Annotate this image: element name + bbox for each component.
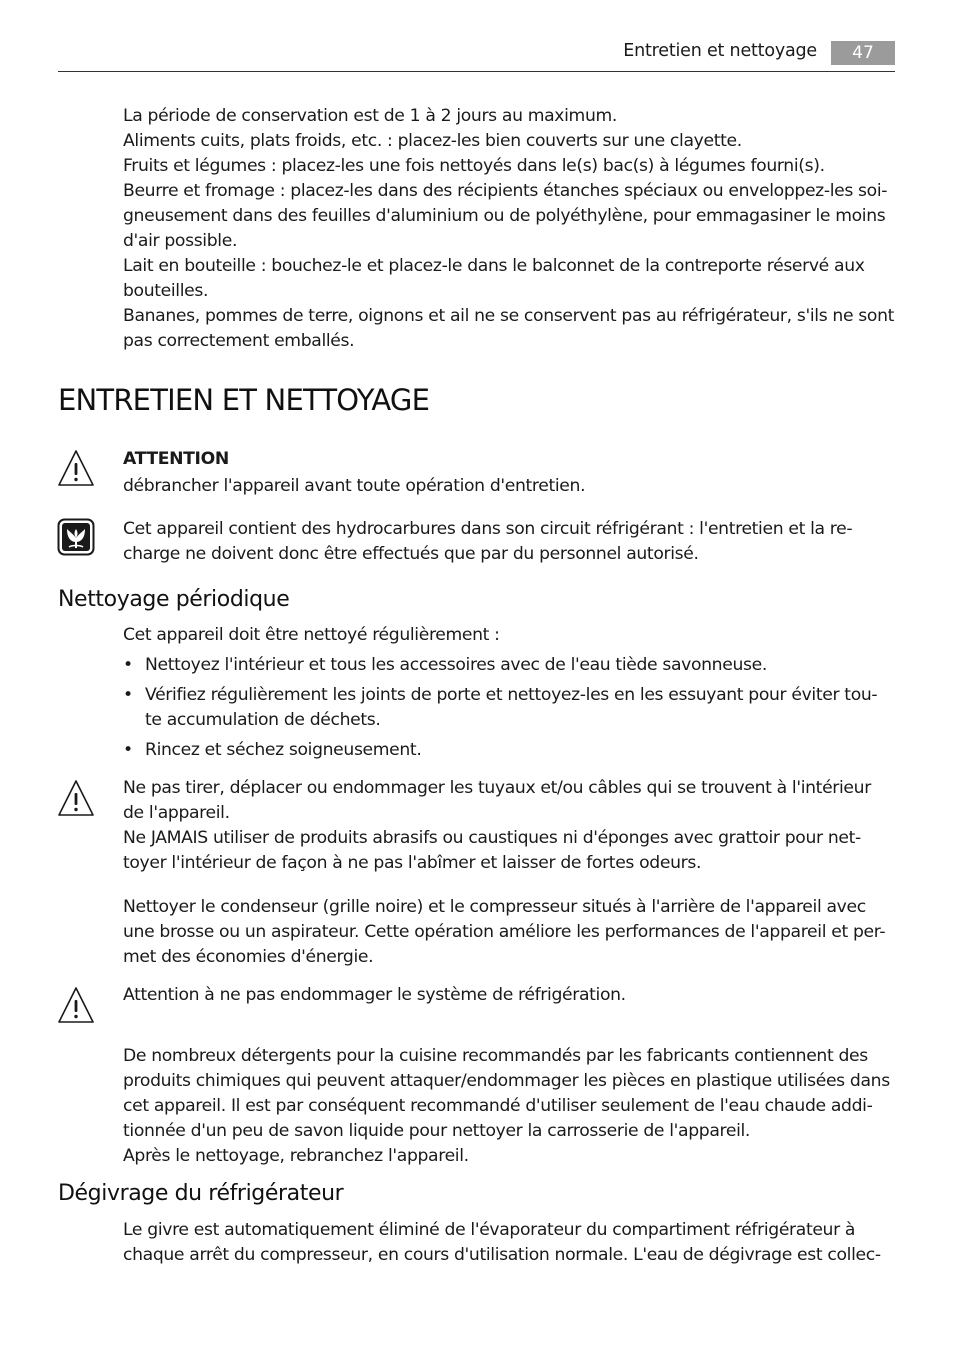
text-line: charge ne doivent donc être effectués que par du personnel autorisé. — [123, 544, 699, 564]
periodic-cleaning-body — [123, 623, 898, 768]
warning-text: débrancher l'appareil avant toute opération d'entretien. — [123, 476, 586, 496]
main-heading: ENTRETIEN ET NETTOYAGE — [58, 383, 430, 417]
text-line: Beurre et fromage : placez-les dans des récipients étanches spéciaux ou enveloppez-les soi- — [123, 181, 888, 201]
section-title: Entretien et nettoyage — [623, 41, 817, 61]
text-line: Bananes, pommes de terre, oignons et ail ne se conservent pas au réfrigérateur, s'ils ne sont — [123, 306, 894, 326]
section-heading-periodic-cleaning: Nettoyage périodique — [58, 587, 290, 612]
list-item — [123, 683, 898, 733]
condenser-paragraph — [123, 895, 898, 970]
warning-attention — [123, 447, 898, 499]
list-item — [123, 653, 898, 678]
text-line: une brosse ou un aspirateur. Cette opération améliore les performances de l'appareil et per- — [123, 922, 886, 942]
text-line: produits chimiques qui peuvent attaquer/endommager les pièces en plastique utilisées dans — [123, 1071, 890, 1091]
warning-triangle-icon — [57, 448, 95, 488]
list-item — [123, 738, 898, 763]
text-line: d'air possible. — [123, 231, 238, 251]
text-line: Ne JAMAIS utiliser de produits abrasifs ou caustiques ni d'éponges avec grattoir pour net- — [123, 828, 861, 848]
text-line: Cet appareil contient des hydrocarbures dans son circuit réfrigérant : l'entretien et la re- — [123, 519, 853, 539]
text-line: toyer l'intérieur de façon à ne pas l'abîmer et laisser de fortes odeurs. — [123, 853, 702, 873]
detergent-paragraph — [123, 1044, 898, 1169]
bullet-glyph: • — [123, 740, 133, 760]
warning-triangle-icon — [57, 985, 95, 1025]
warning-title: ATTENTION — [123, 449, 229, 469]
text-line: Attention à ne pas endommager le système de réfrigération. — [123, 985, 626, 1005]
text-line: Le givre est automatiquement éliminé de l'évaporateur du compartiment réfrigérateur à — [123, 1220, 856, 1240]
text-line: de l'appareil. — [123, 803, 230, 823]
bullet-glyph: • — [123, 685, 133, 705]
text-line: met des économies d'énergie. — [123, 947, 374, 967]
text-line: bouteilles. — [123, 281, 209, 301]
section-heading-defrost: Dégivrage du réfrigérateur — [58, 1181, 344, 1206]
text-line: Cet appareil doit être nettoyé régulièrement : — [123, 625, 500, 645]
text-line: Aliments cuits, plats froids, etc. : placez-les bien couverts sur une clayette. — [123, 131, 742, 151]
text-line: gneusement dans des feuilles d'aluminium ou de polyéthylène, pour emmagasiner le moins — [123, 206, 886, 226]
page-number: 47 — [831, 41, 895, 65]
text-line: chaque arrêt du compresseur, en cours d'utilisation normale. L'eau de dégivrage est collec- — [123, 1245, 881, 1265]
bullet-list — [123, 653, 898, 763]
environment-icon — [57, 518, 95, 556]
text-line: tionnée d'un peu de savon liquide pour nettoyer la carrosserie de l'appareil. — [123, 1121, 751, 1141]
text-line: De nombreux détergents pour la cuisine recommandés par les fabricants contiennent des — [123, 1046, 868, 1066]
environment-note — [123, 517, 898, 567]
text-line: Nettoyer le condenseur (grille noire) et le compresseur situés à l'arrière de l'appareil avec — [123, 897, 866, 917]
bullet-glyph: • — [123, 655, 133, 675]
running-header — [58, 38, 895, 72]
text-line: Fruits et légumes : placez-les une fois nettoyés dans le(s) bac(s) à légumes fourni(s). — [123, 156, 825, 176]
text-line: La période de conservation est de 1 à 2 jours au maximum. — [123, 106, 617, 126]
text-line: Après le nettoyage, rebranchez l'appareil. — [123, 1146, 469, 1166]
warning-triangle-icon — [57, 778, 95, 818]
text-line: cet appareil. Il est par conséquent recommandé d'utiliser seulement de l'eau chaude addi- — [123, 1096, 873, 1116]
text-line: Ne pas tirer, déplacer ou endommager les tuyaux et/ou câbles qui se trouvent à l'intérieur — [123, 778, 871, 798]
defrost-body — [123, 1218, 898, 1268]
list-item-text: te accumulation de déchets. — [145, 710, 381, 730]
list-item-text: Nettoyez l'intérieur et tous les accessoires avec de l'eau tiède savonneuse. — [145, 655, 767, 675]
warning-refrigeration-system — [123, 983, 898, 1008]
storage-tips — [123, 104, 898, 354]
list-item-text: Rincez et séchez soigneusement. — [145, 740, 422, 760]
text-line: Lait en bouteille : bouchez-le et placez-le dans le balconnet de la contreporte réservé aux — [123, 256, 865, 276]
text-line: pas correctement emballés. — [123, 331, 355, 351]
list-item-text: Vérifiez régulièrement les joints de porte et nettoyez-les en les essuyant pour éviter tou- — [145, 685, 878, 705]
warning-cables — [123, 776, 898, 876]
